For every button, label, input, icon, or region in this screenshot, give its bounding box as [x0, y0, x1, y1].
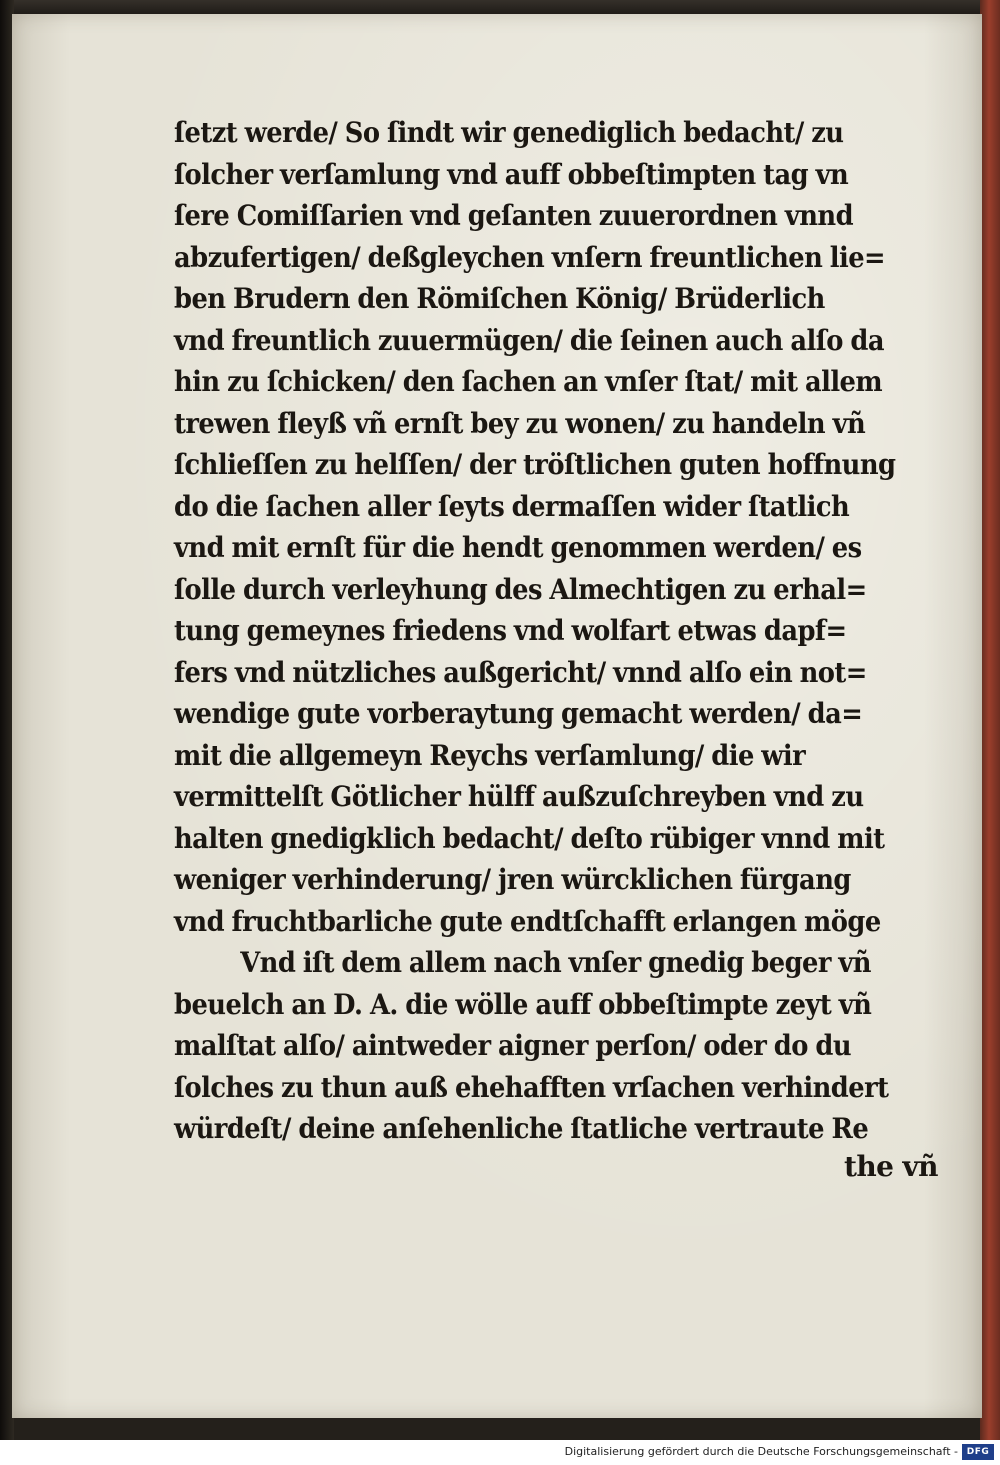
text-line: vnd fruchtbarliche gute endtſchafft erlangen möge [174, 904, 881, 938]
text-line: ſetzt werde/ So ſindt wir genediglich bedacht/ zu [174, 116, 844, 149]
dfg-logo-icon: DFG [962, 1444, 994, 1460]
catchword: the vñ [844, 1150, 938, 1183]
text-line: ſolcher verſamlung vnd auff obbeſtimpten tag vn [174, 157, 849, 191]
text-line: ſchlieſſen zu helſſen/ der tröſtlichen guten hoffnung [174, 448, 896, 481]
text-line: mit die allgemeyn Reychs verſamlung/ die wir [174, 738, 806, 772]
text-line: abzufertigen/ deßgleychen vnſern freuntlichen lie= [174, 240, 886, 274]
text-line: hin zu ſchicken/ den ſachen an vnſer ſtat/ mit allem [174, 365, 883, 398]
text-line: ſolches zu thun auß ehehafften vrſachen verhindert [174, 1070, 889, 1104]
text-line: beuelch an D. A. die wölle auff obbeſtimpte zeyt vñ [174, 987, 872, 1021]
text-line: ſolle durch verleyhung des Almechtigen zu erhal= [174, 572, 867, 606]
text-line: halten gnedigklich bedacht/ deſto rübiger vnnd mit [174, 821, 885, 855]
text-line: würdeſt/ deine anſehenliche ſtatliche vertraute Re [174, 1112, 869, 1145]
text-line: fers vnd nützliches außgericht/ vnnd alſo ein not= [174, 655, 867, 689]
text-line: vnd mit ernſt für die hendt genommen werden/ es [174, 531, 862, 564]
text-line: do die ſachen aller ſeyts dermaſſen wider ſtatlich [174, 489, 850, 523]
text-line: ſere Comiſſarien vnd geſanten zuuerordnen vnnd [174, 199, 854, 232]
funding-credit: Digitalisierung gefördert durch die Deutsche Forschungsgemeinschaft - [564, 1445, 958, 1458]
footer-bar [0, 1440, 1000, 1465]
text-line: vermittelſt Götlicher hülff außzuſchreyben vnd zu [174, 780, 864, 813]
text-line: malſtat alſo/ aintweder aigner perſon/ oder do du [174, 1029, 852, 1062]
text-line: weniger verhinderung/ jren würcklichen fürgang [174, 863, 851, 896]
text-line: ben Brudern den Römiſchen König/ Brüderlich [174, 282, 825, 315]
text-line: Vnd iſt dem allem nach vnſer gnedig beger vñ [240, 946, 871, 979]
text-line: wendige gute vorberaytung gemacht werden/ da= [174, 697, 863, 730]
text-line: vnd freuntlich zuuermügen/ die ſeinen auch alſo da [174, 323, 884, 357]
book-binding-edge [980, 0, 1000, 1440]
scanned-page [12, 14, 982, 1418]
text-line: tung gemeynes friedens vnd wolfart etwas dapf= [174, 614, 847, 647]
text-line: trewen fleyß vñ ernſt bey zu wonen/ zu handeln vñ [174, 406, 866, 440]
page-text-block [174, 112, 964, 1150]
